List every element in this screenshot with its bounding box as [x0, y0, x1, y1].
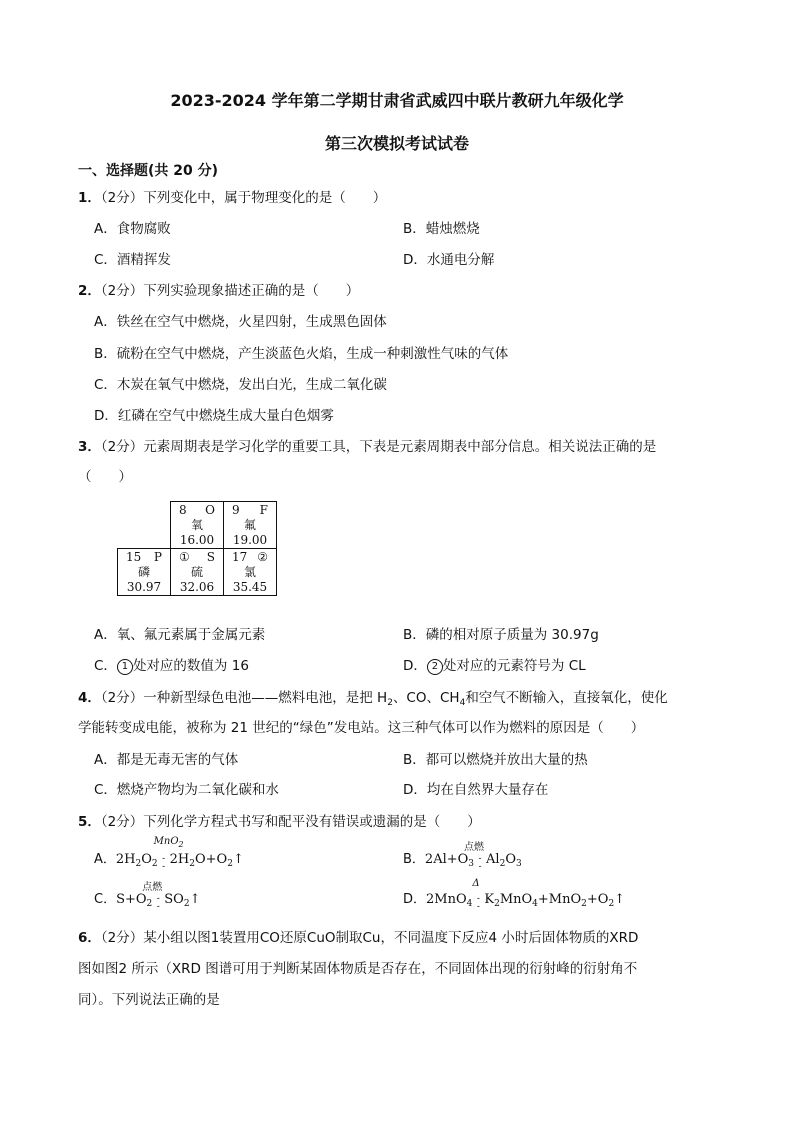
question-stem: 下列化学方程式书写和配平没有错误或遗漏的是（ ）	[143, 814, 481, 830]
question-score: （2分）	[100, 439, 144, 455]
question-5	[78, 810, 481, 830]
exam-title-line2: 第三次模拟考试试卷	[324, 134, 469, 153]
q1-option-a: A．食物腐败	[94, 221, 171, 237]
question-6-line3: 同）。下列说法正确的是	[78, 992, 220, 1008]
question-1	[78, 186, 386, 206]
q3-option-c: C． 1 处对应的数值为 16	[94, 658, 249, 674]
q4-option-c: C．燃烧产物均为二氧化碳和水	[94, 782, 279, 798]
element-cell-phosphorus: 15 P 磷 30.97	[118, 549, 171, 596]
q3-option-b: B．磷的相对原子质量为 30.97g	[403, 627, 599, 643]
question-number: 1．	[78, 190, 101, 206]
q1-option-c: C．酒精挥发	[94, 252, 171, 268]
q2-option-c: C．木炭在氧气中燃烧，发出白光，生成二氧化碳	[94, 377, 387, 393]
question-4: 4．（2分）一种新型绿色电池——燃料电池，是把 $H_2$、CO、$CH_4$和空气不断输入，直接氧化，使化	[78, 690, 668, 708]
q5-option-d: D．2MnO$_4$ Δ - - $K_2MnO_4+MnO_2+O_2↑$	[403, 878, 626, 912]
element-cell-chlorine: 17 ② 氯 35.45	[224, 549, 277, 596]
question-3-stem-cont: （ ）	[78, 469, 132, 485]
question-score: （2分）	[100, 814, 144, 830]
q1-option-b: B．蜡烛燃烧	[403, 221, 480, 237]
q3-option-d: D． 2 处对应的元素符号为 CL	[403, 658, 586, 674]
q3-option-a: A．氧、氟元素属于金属元素	[94, 627, 266, 643]
q5-option-a: A．$2H_2O_2$ MnO$_2$ - - $2H_2O+O_2↑$	[94, 836, 244, 872]
question-score: （2分）	[100, 283, 144, 299]
question-score: （2分）	[100, 190, 144, 206]
periodic-table-excerpt	[117, 501, 277, 596]
section-heading: 一、选择题(共 20 分)	[78, 163, 219, 179]
question-stem: 元素周期表是学习化学的重要工具，下表是元素周期表中部分信息。相关说法正确的是	[143, 439, 657, 455]
question-number: 2．	[78, 283, 101, 299]
circled-number-2: 2	[427, 659, 443, 675]
question-6: 6．（2分）某小组以图1装置用CO还原CuO制取Cu，不同温度下反应4 小时后固体物质的XRD	[78, 930, 639, 946]
question-6-line2: 图如图2 所示（XRD 图谱可用于判断某固体物质是否存在，不同固体出现的衍射峰的衍射角不	[78, 961, 638, 977]
question-4-stem-cont: 学能转变成电能，被称为 21 世纪的“绿色”发电站。这三种气体可以作为燃料的原因是（ ）	[78, 720, 645, 736]
q2-option-b: B．硫粉在空气中燃烧，产生淡蓝色火焰，生成一种刺激性气味的气体	[94, 346, 509, 362]
q2-option-d: D．红磷在空气中燃烧生成大量白色烟雾	[94, 408, 334, 424]
q4-option-a: A．都是无毒无害的气体	[94, 752, 239, 768]
q5-option-c: C．$S+O_2$ 点燃 - - $SO_2↑$	[94, 882, 201, 912]
question-2	[78, 279, 359, 299]
q4-option-d: D．均在自然界大量存在	[403, 782, 549, 798]
question-number: 5．	[78, 814, 101, 830]
q4-option-b: B．都可以燃烧并放出大量的热	[403, 752, 588, 768]
exam-title-line1: 2023-2024 学年第二学期甘肃省武威四中联片教研九年级化学	[170, 91, 624, 110]
question-stem: 下列实验现象描述正确的是（ ）	[143, 283, 360, 299]
element-cell-fluorine: 9 F 氟 19.00	[224, 502, 277, 549]
question-score: （2分）	[100, 690, 144, 706]
question-number: 4．	[78, 690, 101, 706]
question-stem: 下列变化中，属于物理变化的是（ ）	[143, 190, 387, 206]
q5-option-b: B．$2Al+O_3$ 点燃 - - $Al_2O_3$	[403, 842, 522, 872]
element-cell-sulfur: ① S 硫 32.06	[171, 549, 224, 596]
question-number: 3．	[78, 439, 101, 455]
q1-option-d: D．水通电分解	[403, 252, 495, 268]
question-3	[78, 435, 656, 455]
element-cell-oxygen: 8 O 氧 16.00	[171, 502, 224, 549]
q2-option-a: A．铁丝在空气中燃烧，火星四射，生成黑色固体	[94, 314, 387, 330]
question-number: 6．	[78, 930, 101, 946]
circled-number-1: 1	[117, 659, 133, 675]
question-score: （2分）	[100, 930, 144, 946]
